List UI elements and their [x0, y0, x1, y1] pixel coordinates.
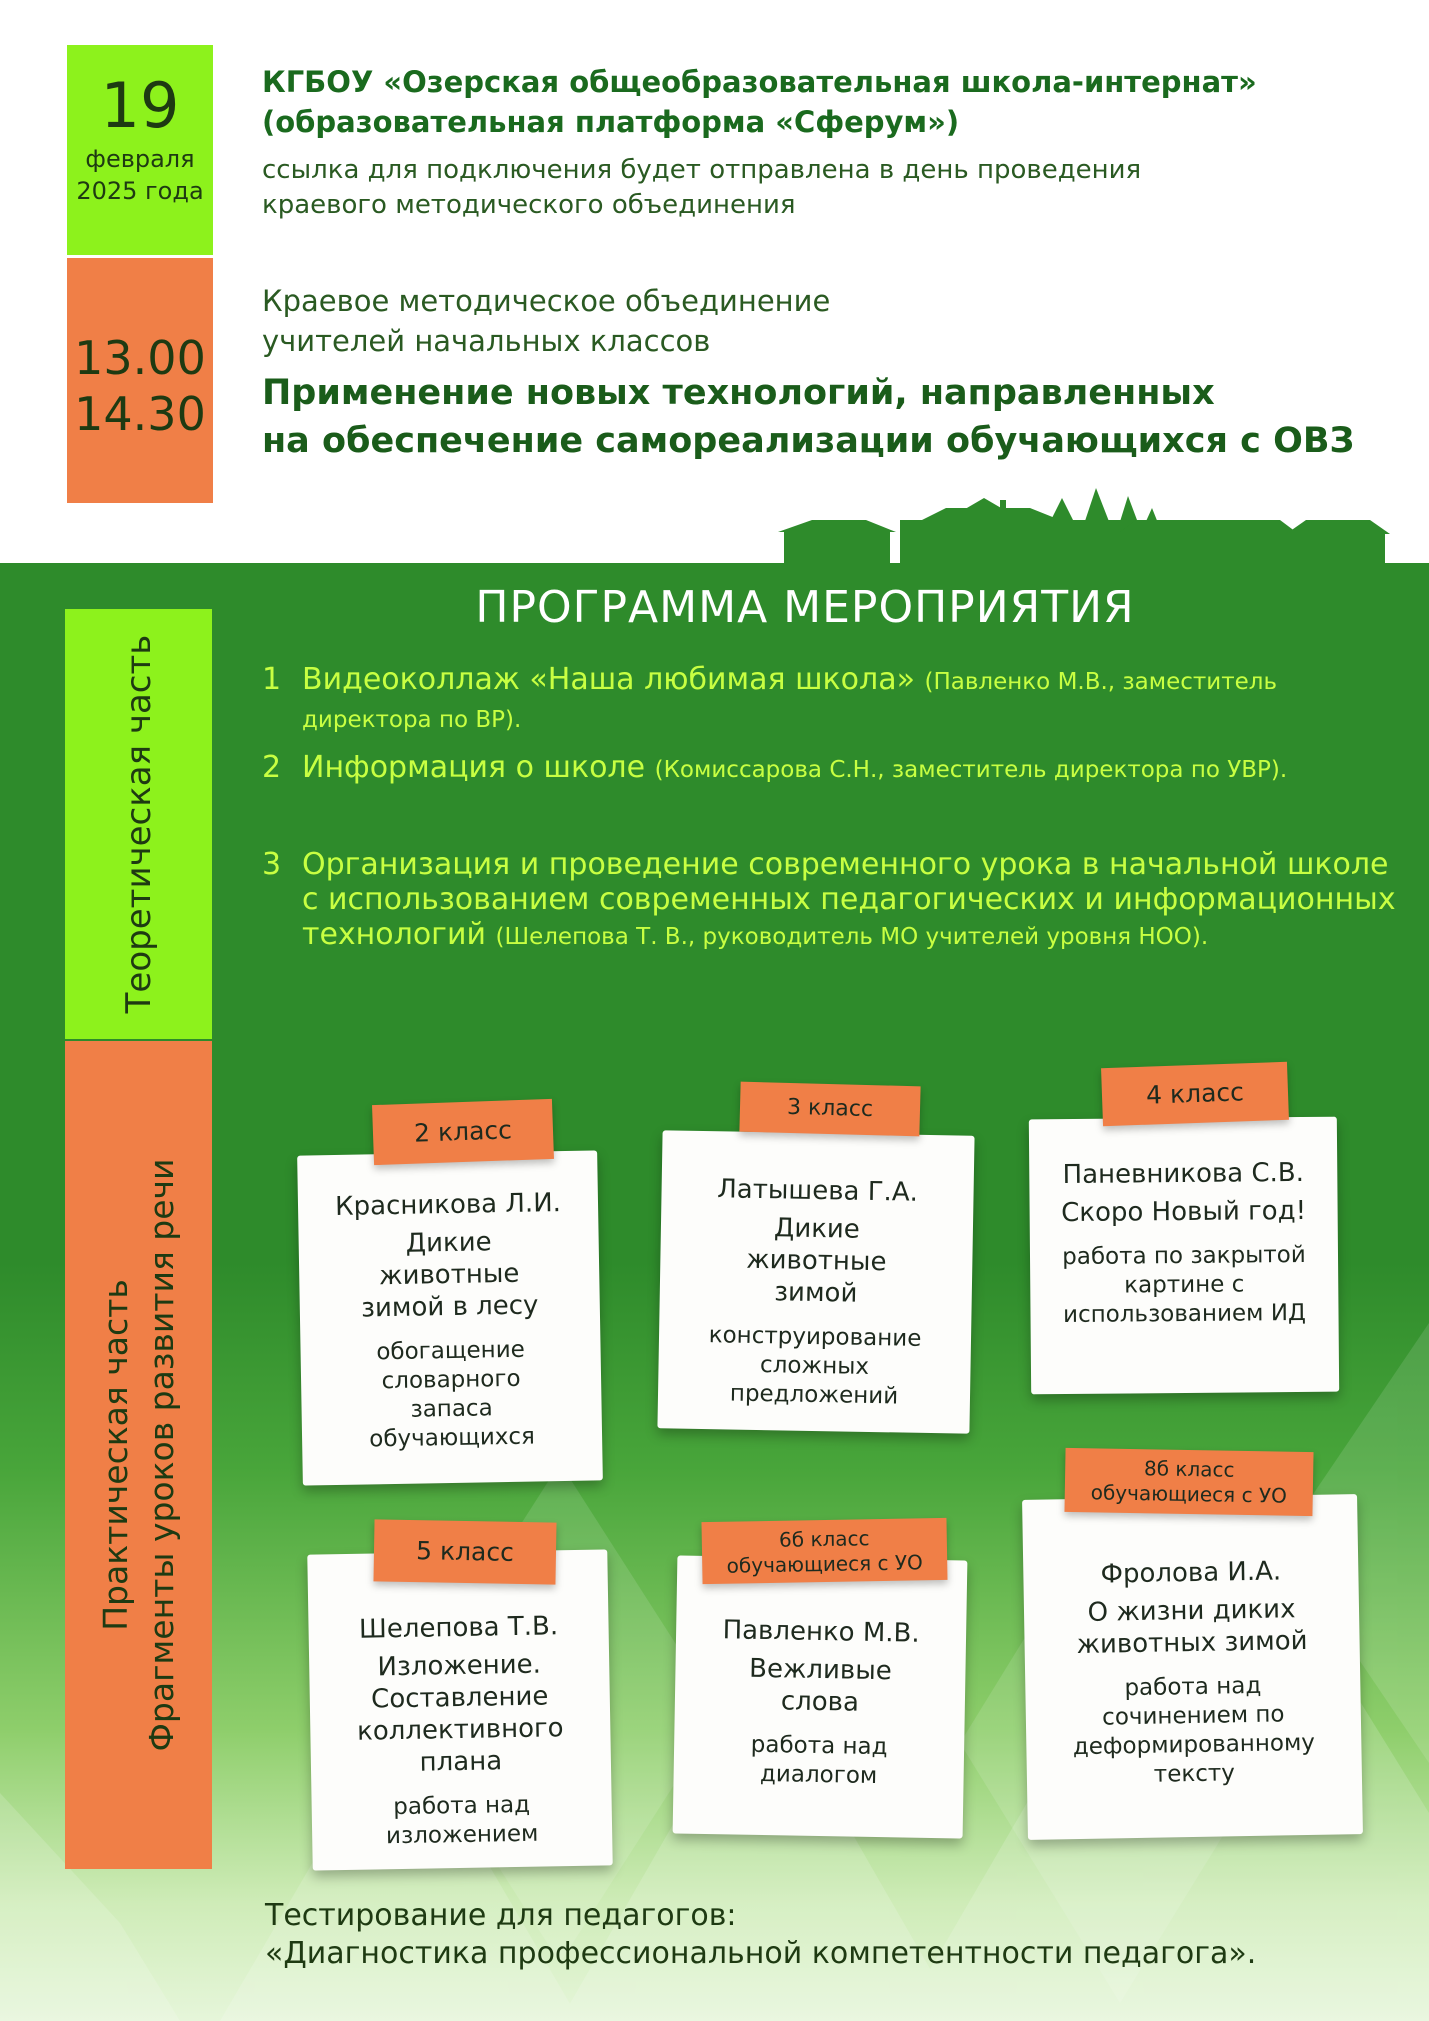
program-item-number: 1 — [262, 662, 282, 697]
link-note-line1: ссылка для подключения будет отправлена в день проведения — [262, 155, 1142, 185]
organization-title-line1: КГБОУ «Озерская общеобразовательная школа-интернат» — [262, 65, 1257, 99]
card-description: работа над диалогом — [750, 1731, 888, 1790]
card-description: работа по закрытой картине с использованием ИД — [1062, 1241, 1307, 1329]
card-description: конструирование сложных предложений — [708, 1322, 922, 1410]
card-topic: Вежливые слова — [748, 1653, 893, 1718]
grade-tag-subtitle: обучающиеся с УО — [726, 1550, 923, 1578]
card-teacher: Латышева Г.А. — [717, 1174, 919, 1208]
time-end: 14.30 — [74, 387, 206, 441]
card-topic: О жизни диких животных зимой — [1076, 1594, 1308, 1661]
lesson-card-grade-5 — [307, 1549, 612, 1870]
practice-label-line2: Фрагменты уроков развития речи — [141, 1158, 181, 1752]
lesson-card-grade-2 — [297, 1150, 603, 1485]
program-item-title: Видеоколлаж «Наша любимая школа» — [302, 662, 915, 697]
program-item-2 — [262, 750, 1412, 788]
lesson-card-grade-8b — [1022, 1494, 1363, 1840]
connection-link-note — [262, 153, 1382, 223]
lesson-card-grade-3 — [657, 1130, 974, 1433]
methodical-association — [262, 281, 1382, 361]
card-topic: Дикие животные зимой в лесу — [360, 1227, 539, 1324]
assoc-line2: учителей начальных классов — [262, 324, 711, 358]
organization-title — [262, 62, 1382, 142]
footer-line1: Тестирование для педагогов: — [265, 1898, 737, 1933]
program-item-title: Организация и проведение современного урока в начальной школе с использованием современных педагогических и информационных технологий — [302, 847, 1396, 952]
time-block — [67, 258, 213, 503]
card-teacher: Красникова Л.И. — [334, 1188, 562, 1222]
grade-tag-subtitle: обучающиеся с УО — [1090, 1480, 1288, 1508]
link-note-line2: краевого методического объединения — [262, 190, 796, 220]
lesson-card-grade-6b — [673, 1555, 968, 1838]
card-description: обогащение словарного запаса обучающихся — [369, 1336, 536, 1453]
grade-tag-label: 8б класс — [1143, 1456, 1235, 1482]
practice-label-line1: Практическая часть — [95, 1279, 135, 1631]
date-day: 19 — [100, 69, 180, 142]
grade-tag-5: 5 класс — [373, 1519, 556, 1584]
practice-label-text — [93, 1158, 185, 1751]
footer-line2: «Диагностика профессиональной компетентности педагога». — [265, 1936, 1257, 1971]
date-year: 2025 года — [76, 177, 204, 205]
card-topic: Скоро Новый год! — [1061, 1195, 1307, 1229]
grade-tag-8b — [1064, 1448, 1313, 1516]
card-teacher: Шелепова Т.В. — [358, 1611, 559, 1645]
program-title: ПРОГРАММА МЕРОПРИЯТИЯ — [475, 582, 1135, 633]
grade-tag-4: 4 класс — [1101, 1062, 1289, 1126]
program-item-1 — [262, 662, 1412, 738]
program-item-note: (Комиссарова С.Н., заместитель директора по УВР). — [654, 757, 1288, 783]
teacher-testing-note — [265, 1897, 1415, 1973]
skyline-silhouette — [0, 480, 1429, 570]
topic-line2: на обеспечение самореализации обучающихся с ОВЗ — [262, 421, 1355, 461]
program-item-number: 3 — [262, 847, 282, 882]
practice-section-label — [65, 1041, 212, 1869]
card-topic: Изложение. Составление коллективного плана — [356, 1649, 564, 1778]
time-start: 13.00 — [74, 331, 206, 385]
assoc-line1: Краевое методическое объединение — [262, 284, 831, 318]
lesson-card-grade-4 — [1029, 1117, 1339, 1395]
card-description: работа над сочинением по деформированному тексту — [1072, 1672, 1316, 1788]
card-topic: Дикие животные зимой — [745, 1213, 887, 1309]
program-item-title: Информация о школе — [302, 750, 646, 785]
topic-line1: Применение новых технологий, направленных — [262, 373, 1215, 413]
grade-tag-3: 3 класс — [739, 1082, 920, 1137]
program-item-note: (Павленко М.В., заместитель директора по ВР). — [302, 669, 1278, 733]
grade-tag-6b — [701, 1518, 947, 1584]
date-block — [67, 45, 213, 255]
organization-title-line2: (образовательная платформа «Сферум») — [262, 105, 960, 139]
program-item-note: (Шелепова Т. В., руководитель МО учителей уровня НОО). — [495, 924, 1209, 950]
grade-tag-2: 2 класс — [372, 1099, 554, 1165]
card-teacher: Павленко М.В. — [722, 1615, 920, 1649]
card-teacher: Фролова И.А. — [1100, 1556, 1282, 1590]
date-month: февраля — [85, 145, 195, 173]
theory-section-label — [65, 609, 212, 1039]
card-description: работа над изложением — [385, 1791, 539, 1850]
grade-tag-label: 6б класс — [778, 1526, 870, 1552]
event-topic — [262, 369, 1392, 465]
program-item-3 — [262, 847, 1412, 955]
program-item-number: 2 — [262, 750, 282, 785]
card-teacher: Паневникова С.В. — [1062, 1157, 1305, 1191]
theory-label-text: Теоретическая часть — [118, 634, 159, 1014]
